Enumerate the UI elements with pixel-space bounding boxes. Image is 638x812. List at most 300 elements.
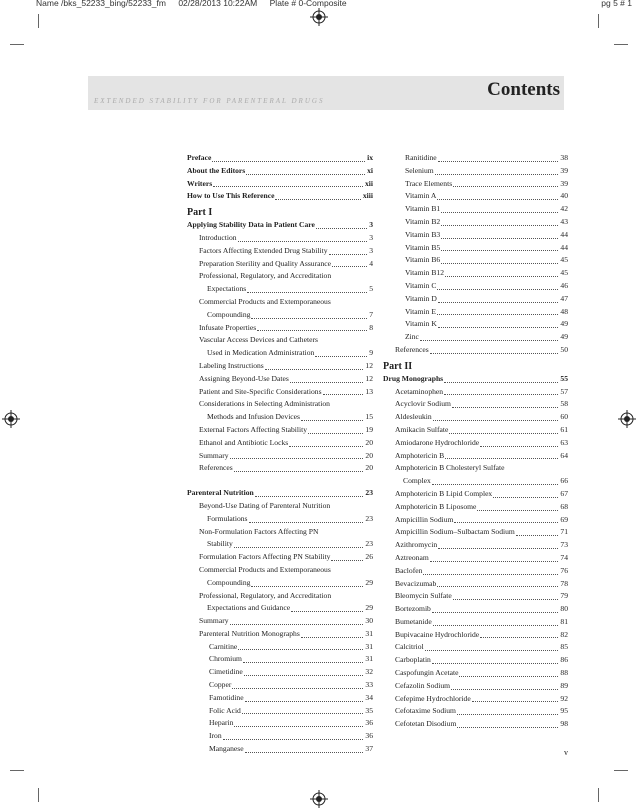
toc-entry[interactable] <box>199 309 373 322</box>
toc-page-number: 3 <box>369 245 373 255</box>
toc-entry-title: Amiodarone Hydrochloride <box>395 437 480 447</box>
toc-entry-title: Vitamin D <box>405 293 437 303</box>
toc-entry[interactable] <box>383 398 568 411</box>
toc-entry-title: Vitamin B5 <box>405 242 441 252</box>
toc-entry[interactable] <box>199 283 373 296</box>
toc-page-number: 33 <box>365 680 373 690</box>
dot-leader <box>251 586 363 587</box>
toc-page-number: 89 <box>560 680 568 690</box>
toc-page-number: 8 <box>369 322 373 332</box>
dot-leader <box>234 547 364 548</box>
dot-leader <box>420 340 558 341</box>
dot-leader <box>301 637 364 638</box>
dot-leader <box>437 586 558 587</box>
dot-leader <box>444 382 558 383</box>
header-band <box>88 76 564 110</box>
dot-leader <box>289 446 363 447</box>
toc-page-number: 12 <box>365 360 373 370</box>
toc-entry-multiline[interactable] <box>383 462 568 488</box>
toc-page-number: 48 <box>560 306 568 316</box>
toc-entry[interactable] <box>187 551 373 564</box>
toc-page-number: 49 <box>560 319 568 329</box>
dot-leader <box>441 225 558 226</box>
toc-entry[interactable] <box>383 641 568 654</box>
toc-entry-title: Vitamin C <box>405 280 437 290</box>
dot-leader <box>453 599 559 600</box>
toc-page-number: 23 <box>365 513 373 523</box>
toc-page-number: 13 <box>365 386 373 396</box>
toc-page-number: 63 <box>560 437 568 447</box>
toc-entry-title: Formulation Factors Affecting PN Stability <box>199 552 331 562</box>
dot-leader <box>234 471 364 472</box>
dot-leader <box>454 522 558 523</box>
toc-page-number: 29 <box>365 603 373 613</box>
toc-entry-multiline[interactable] <box>187 564 373 590</box>
crop-mark <box>38 788 39 802</box>
toc-entry[interactable] <box>199 577 373 590</box>
toc-entry[interactable] <box>383 565 568 578</box>
toc-entry-title: Preparation Sterility and Quality Assurance <box>199 258 332 268</box>
toc-entry-title: Expectations <box>207 284 247 294</box>
dot-leader <box>245 701 364 702</box>
toc-entry-title: Summary <box>199 450 229 460</box>
toc-entry-title: Vitamin K <box>405 319 437 329</box>
toc-entry-title-line: Considerations in Selecting Administration <box>199 399 330 409</box>
toc-entry-title-line: Commercial Products and Extemporaneous <box>199 296 331 306</box>
toc-page-number: 36 <box>365 731 373 741</box>
dot-leader <box>242 713 364 714</box>
toc-entry[interactable] <box>187 386 373 399</box>
toc-entry-title: Patient and Site-Specific Considerations <box>199 386 322 396</box>
toc-entry-title: Bumetanide <box>395 616 432 626</box>
dot-leader <box>438 548 558 549</box>
toc-entry-title: Preface <box>187 153 212 162</box>
toc-entry[interactable] <box>395 475 568 488</box>
toc-page-number: 92 <box>560 693 568 703</box>
toc-page-number: 30 <box>365 616 373 626</box>
slug-plate: Plate # 0-Composite <box>269 0 347 8</box>
toc-entry[interactable] <box>383 437 568 450</box>
registration-mark-icon <box>2 410 20 428</box>
toc-entry-title: Applying Stability Data in Patient Care <box>187 220 315 230</box>
toc-entry[interactable] <box>383 165 568 178</box>
toc-entry-title: Acetaminophen <box>395 386 444 396</box>
toc-entry[interactable] <box>383 514 568 527</box>
toc-entry-title: Folic Acid <box>209 705 241 715</box>
toc-entry-title: Amikacin Sulfate <box>395 424 449 434</box>
toc-page-number: 98 <box>560 719 568 729</box>
dot-leader <box>212 161 365 162</box>
toc-entry-title: Ampicillin Sodium–Sulbactam Sodium <box>395 527 515 537</box>
toc-entry[interactable] <box>187 360 373 373</box>
dot-leader <box>472 701 559 702</box>
toc-entry-title: Calcitriol <box>395 642 424 652</box>
toc-entry-title: Formulations <box>207 513 248 523</box>
toc-entry[interactable] <box>383 590 568 603</box>
toc-entry[interactable] <box>383 318 568 331</box>
toc-entry-title: Aztreonam <box>395 552 429 562</box>
toc-entry-title: Vitamin E <box>405 306 436 316</box>
toc-page-number: xi <box>367 165 373 175</box>
toc-page-number: 80 <box>560 604 568 614</box>
toc-entry[interactable] <box>187 258 373 271</box>
toc-entry-title: Acyclovir Sodium <box>395 399 451 409</box>
part-heading: Part I <box>187 207 213 219</box>
dot-leader <box>332 266 367 267</box>
toc-entry[interactable] <box>383 242 568 255</box>
dot-leader <box>437 199 558 200</box>
toc-entry-multiline[interactable] <box>187 296 373 322</box>
dot-leader <box>213 186 363 187</box>
toc-entry[interactable] <box>383 216 568 229</box>
toc-page-number: 61 <box>560 424 568 434</box>
dot-leader <box>255 496 364 497</box>
dot-leader <box>329 254 368 255</box>
dot-leader <box>438 302 559 303</box>
toc-entry[interactable] <box>199 538 373 551</box>
toc-entry[interactable] <box>383 654 568 667</box>
toc-entry-title: Cimetidine <box>209 667 243 677</box>
crop-mark <box>598 14 599 28</box>
toc-entry[interactable] <box>383 152 568 165</box>
dot-leader <box>493 497 558 498</box>
toc-entry-title: Vitamin B6 <box>405 255 441 265</box>
toc-entry-title: Ampicillin Sodium <box>395 514 454 524</box>
toc-entry[interactable] <box>199 347 373 360</box>
dot-leader <box>433 625 559 626</box>
toc-entry-title: About the Editors <box>187 165 246 175</box>
toc-page-number: 68 <box>560 501 568 511</box>
toc-entry[interactable] <box>187 487 373 500</box>
dot-leader <box>301 420 363 421</box>
toc-entry[interactable] <box>383 526 568 539</box>
toc-entry[interactable] <box>187 641 373 654</box>
toc-page-number: 38 <box>560 153 568 162</box>
dot-leader <box>451 689 558 690</box>
toc-entry[interactable] <box>383 331 568 344</box>
toc-entry[interactable] <box>187 717 373 730</box>
toc-entry-title: Zinc <box>405 332 419 342</box>
toc-entry-title: Bevacizumab <box>395 578 437 588</box>
registration-mark-icon <box>310 8 328 26</box>
running-head: EXTENDED STABILITY FOR PARENTERAL DRUGS <box>94 97 325 105</box>
toc-entry[interactable] <box>187 692 373 705</box>
toc-page-number: 9 <box>369 348 373 358</box>
toc-page-number: 49 <box>560 332 568 342</box>
toc-entry[interactable] <box>383 680 568 693</box>
dot-leader <box>459 676 558 677</box>
toc-entry-title: Baclofen <box>395 565 423 575</box>
toc-entry-title: Writers <box>187 178 213 188</box>
toc-entry[interactable] <box>187 373 373 386</box>
toc-column-left <box>187 152 373 756</box>
toc-entry[interactable] <box>187 219 373 232</box>
dot-leader <box>445 458 558 459</box>
toc-entry-title-line: Amphotericin B Cholesteryl Sulfate <box>395 463 505 473</box>
toc-entry[interactable] <box>187 322 373 335</box>
toc-entry[interactable] <box>383 450 568 463</box>
toc-entry-multiline[interactable] <box>187 500 373 526</box>
dot-leader <box>308 433 363 434</box>
toc-entry[interactable] <box>187 615 373 628</box>
toc-entry[interactable] <box>383 411 568 424</box>
toc-entry-multiline[interactable] <box>187 526 373 552</box>
dot-leader <box>238 649 363 650</box>
toc-entry[interactable] <box>187 232 373 245</box>
toc-entry-title: Compounding <box>207 577 251 587</box>
dot-leader <box>438 161 559 162</box>
toc-entry-title: Caspofungin Acetate <box>395 668 459 678</box>
toc-page-number: 71 <box>560 527 568 537</box>
toc-page-number: 23 <box>365 539 373 549</box>
toc-entry[interactable] <box>383 629 568 642</box>
dot-leader <box>251 318 367 319</box>
toc-page-number: 31 <box>365 628 373 638</box>
dot-leader <box>457 727 558 728</box>
slug-page: pg 5 # 1 <box>601 0 632 8</box>
toc-page-number: 69 <box>560 514 568 524</box>
toc-page-number: 29 <box>365 577 373 587</box>
toc-entry[interactable] <box>383 616 568 629</box>
toc-page-number: 39 <box>560 165 568 175</box>
toc-entry[interactable] <box>187 245 373 258</box>
toc-entry-title: Vitamin B1 <box>405 204 441 214</box>
dot-leader <box>249 522 364 523</box>
toc-entry-title: Vitamin B12 <box>405 268 444 278</box>
dot-leader <box>437 289 558 290</box>
toc-entry[interactable] <box>187 666 373 679</box>
toc-entry[interactable] <box>383 501 568 514</box>
toc-entry[interactable] <box>187 437 373 450</box>
toc-entry[interactable] <box>187 424 373 437</box>
toc-entry-title: Ethanol and Antibiotic Locks <box>199 437 289 447</box>
toc-page-number: 43 <box>560 216 568 226</box>
dot-leader <box>437 314 558 315</box>
toc-entry[interactable] <box>199 602 373 615</box>
toc-entry[interactable] <box>187 190 373 203</box>
toc-page-number: 4 <box>369 258 373 268</box>
toc-page-number: 50 <box>560 344 568 354</box>
toc-entry-title: Complex <box>403 476 431 486</box>
toc-entry[interactable] <box>199 513 373 526</box>
toc-entry[interactable] <box>187 152 373 165</box>
toc-page-number: 47 <box>560 293 568 303</box>
toc-entry[interactable] <box>383 718 568 731</box>
toc-entry[interactable] <box>383 552 568 565</box>
dot-leader <box>223 739 364 740</box>
toc-entry[interactable] <box>383 386 568 399</box>
toc-entry-title: Famotidine <box>209 692 244 702</box>
toc-entry[interactable] <box>383 578 568 591</box>
toc-entry[interactable] <box>383 178 568 191</box>
toc-page-number: 58 <box>560 399 568 409</box>
dot-leader <box>441 212 558 213</box>
toc-entry[interactable] <box>187 628 373 641</box>
dot-leader <box>291 611 363 612</box>
toc-page-number: 66 <box>560 476 568 486</box>
dot-leader <box>441 238 558 239</box>
toc-page-number: 7 <box>369 309 373 319</box>
toc-page-number: 74 <box>560 552 568 562</box>
toc-page-number: ix <box>367 153 373 162</box>
toc-entry[interactable] <box>383 667 568 680</box>
toc-entry-title: Infusate Properties <box>199 322 257 332</box>
dot-leader <box>230 624 364 625</box>
toc-entry[interactable] <box>383 488 568 501</box>
dot-leader <box>432 612 559 613</box>
dot-leader <box>316 228 367 229</box>
toc-entry[interactable] <box>383 254 568 267</box>
toc-page-number: 34 <box>365 692 373 702</box>
toc-entry[interactable] <box>187 705 373 718</box>
toc-entry[interactable] <box>383 539 568 552</box>
dot-leader <box>433 420 559 421</box>
dot-leader <box>265 369 364 370</box>
toc-page-number: 3 <box>369 220 373 230</box>
dot-leader <box>432 484 559 485</box>
toc-entry-title: Summary <box>199 616 229 626</box>
dot-leader <box>246 174 365 175</box>
dot-leader <box>243 662 363 663</box>
dot-leader <box>438 327 559 328</box>
toc-entry-multiline[interactable] <box>187 590 373 616</box>
toc-entry-title: Bleomycin Sulfate <box>395 591 452 601</box>
dot-leader <box>245 752 364 753</box>
toc-page-number: 46 <box>560 280 568 290</box>
dot-leader <box>275 199 360 200</box>
toc-entry[interactable] <box>187 462 373 475</box>
toc-entry-multiline[interactable] <box>187 270 373 296</box>
dot-leader <box>257 330 367 331</box>
toc-entry[interactable] <box>383 373 568 386</box>
slug-date: 02/28/2013 10:22AM <box>178 0 258 8</box>
toc-page-number: 78 <box>560 578 568 588</box>
toc-page-number: 23 <box>365 488 373 498</box>
toc-page-number: 31 <box>365 641 373 651</box>
dot-leader <box>425 650 559 651</box>
toc-entry[interactable] <box>187 178 373 191</box>
toc-page-number: 86 <box>560 655 568 665</box>
toc-entry[interactable] <box>383 603 568 616</box>
toc-page-number: 95 <box>560 706 568 716</box>
toc-entry-title: Cefepime Hydrochloride <box>395 693 471 703</box>
toc-entry[interactable] <box>187 165 373 178</box>
toc-entry[interactable] <box>383 190 568 203</box>
toc-entry-title: External Factors Affecting Stability <box>199 424 308 434</box>
crop-mark <box>614 44 628 45</box>
dot-leader <box>430 561 559 562</box>
dot-leader <box>480 446 558 447</box>
toc-page-number: xiii <box>362 191 373 201</box>
dot-leader <box>441 250 558 251</box>
toc-entry[interactable] <box>383 293 568 306</box>
dot-leader <box>423 574 558 575</box>
toc-entry-multiline[interactable] <box>187 398 373 424</box>
toc-entry[interactable] <box>383 280 568 293</box>
registration-mark-icon <box>310 790 328 808</box>
toc-page-number: 44 <box>560 242 568 252</box>
toc-entry-title: Cefazolin Sodium <box>395 680 451 690</box>
toc-entry-title: References <box>199 463 233 473</box>
toc-entry-title: Cefotetan Disodium <box>395 719 457 729</box>
toc-entry[interactable] <box>383 203 568 216</box>
dot-leader <box>232 688 363 689</box>
part-heading: Part II <box>383 360 413 372</box>
toc-page-number: 60 <box>560 412 568 422</box>
crop-mark <box>10 44 24 45</box>
toc-entry-title: Parenteral Nutrition <box>187 488 254 498</box>
toc-page-number: 31 <box>365 654 373 664</box>
toc-entry-title: Factors Affecting Extended Drug Stability <box>199 245 328 255</box>
toc-entry[interactable] <box>199 411 373 424</box>
toc-page-number: 19 <box>365 424 373 434</box>
toc-entry[interactable] <box>187 653 373 666</box>
toc-entry-title: Heparin <box>209 718 234 728</box>
toc-page-number: 67 <box>560 488 568 498</box>
dot-leader <box>516 535 559 536</box>
toc-entry[interactable] <box>383 306 568 319</box>
toc-entry-title: Drug Monographs <box>383 373 444 383</box>
toc-page-number: 76 <box>560 565 568 575</box>
toc-page-number: 20 <box>365 437 373 447</box>
toc-entry-title: How to Use This Reference <box>187 191 275 201</box>
dot-leader <box>435 174 559 175</box>
toc-page-number: 37 <box>365 744 373 754</box>
toc-entry[interactable] <box>383 424 568 437</box>
dot-leader <box>445 276 558 277</box>
toc-entry-title: Cefotaxime Sodium <box>395 706 456 716</box>
toc-entry[interactable] <box>187 730 373 743</box>
toc-page-number: 57 <box>560 386 568 396</box>
toc-page-number: 40 <box>560 191 568 201</box>
dot-leader <box>430 353 559 354</box>
toc-page-number: 79 <box>560 591 568 601</box>
toc-entry[interactable] <box>187 450 373 463</box>
registration-mark-icon <box>618 410 636 428</box>
dot-leader <box>247 292 367 293</box>
toc-entry[interactable] <box>187 679 373 692</box>
toc-page-number: 35 <box>365 705 373 715</box>
toc-entry[interactable] <box>383 344 568 357</box>
toc-entry-title: Trace Elements <box>405 178 453 188</box>
toc-entry-multiline[interactable] <box>187 334 373 360</box>
toc-entry-title: Assigning Beyond-Use Dates <box>199 373 289 383</box>
toc-entry-title: Amphotericin B Liposome <box>395 501 477 511</box>
toc-entry[interactable] <box>383 693 568 706</box>
toc-entry-title: Carboplatin <box>395 655 431 665</box>
toc-page-number: 5 <box>369 284 373 294</box>
toc-entry[interactable] <box>383 267 568 280</box>
toc-page-number: 44 <box>560 229 568 239</box>
toc-entry-title: Bupivacaine Hydrochloride <box>395 629 480 639</box>
toc-entry-title: Azithromycin <box>395 540 438 550</box>
toc-entry-title: Amphotericin B <box>395 450 445 460</box>
toc-entry[interactable] <box>383 229 568 242</box>
dot-leader <box>238 241 368 242</box>
toc-entry[interactable] <box>187 743 373 756</box>
print-slug <box>36 0 357 8</box>
toc-entry[interactable] <box>383 705 568 718</box>
toc-page-number: 42 <box>560 204 568 214</box>
dot-leader <box>449 433 558 434</box>
dot-leader <box>441 263 558 264</box>
toc-entry-title-line: Professional, Regulatory, and Accreditation <box>199 590 332 600</box>
toc-entry-title: Copper <box>209 680 232 690</box>
toc-page-number: 20 <box>365 463 373 473</box>
dot-leader <box>453 186 558 187</box>
toc-page-number: 64 <box>560 450 568 460</box>
toc-entry-title-line: Beyond-Use Dating of Parenteral Nutrition <box>199 500 331 510</box>
